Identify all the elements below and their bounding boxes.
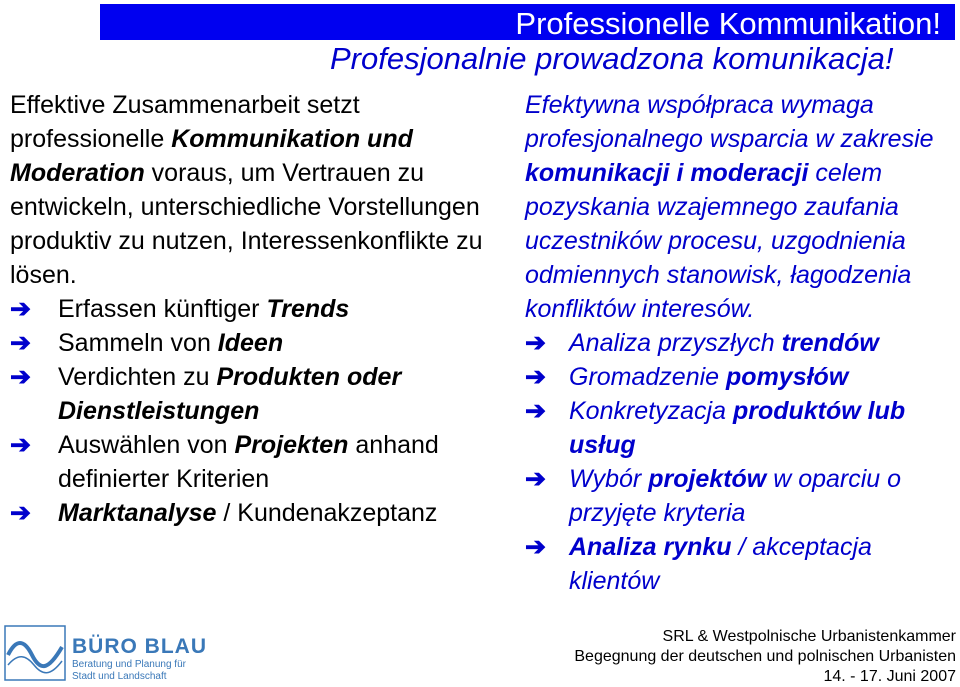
bullet-text-bold: produktów lub usług <box>569 397 906 459</box>
logo-name: BÜRO BLAU <box>72 635 207 658</box>
arrow-icon: ➔ <box>10 363 31 391</box>
german-intro <box>10 88 510 292</box>
intro-run-bold: Kommunikation und Moderation <box>10 125 413 187</box>
logo-subline <box>72 659 186 683</box>
title-german: Professionelle Kommunikation! <box>515 6 941 41</box>
arrow-icon: ➔ <box>10 499 31 527</box>
arrow-icon: ➔ <box>525 533 546 561</box>
arrow-icon: ➔ <box>525 329 546 357</box>
bullet-item <box>10 326 510 360</box>
bullet-text: Wybór <box>569 465 649 493</box>
arrow-icon: ➔ <box>525 397 546 425</box>
bullet-text-bold: Trends <box>266 295 350 323</box>
footer-line-2: Begegnung der deutschen und polnischen Urbanisten <box>574 648 956 665</box>
bullet-text-bold: Projekten <box>234 431 349 459</box>
bullet-text: / akceptacja klientów <box>569 533 872 595</box>
bullet-item <box>525 360 957 394</box>
bullet-text: Erfassen künftiger <box>58 295 267 323</box>
arrow-icon: ➔ <box>10 295 31 323</box>
bullet-text-bold: Marktanalyse <box>58 499 217 527</box>
polish-intro <box>525 88 957 326</box>
bullet-item <box>10 496 510 530</box>
bullet-text: Auswählen von <box>58 431 235 459</box>
bullet-item <box>10 292 510 326</box>
bullet-text-bold: projektów <box>648 465 767 493</box>
arrow-icon: ➔ <box>10 329 31 357</box>
bullet-text: Gromadzenie <box>569 363 727 391</box>
intro-run: Efektywna współpraca wymaga profesjonalnego wsparcia w zakresie <box>525 91 934 153</box>
bullet-item <box>525 530 957 598</box>
bullet-text-bold: Produkten oder Dienstleistungen <box>58 363 402 425</box>
bullet-text: Analiza przyszłych <box>569 329 782 357</box>
bullet-text-bold: Ideen <box>217 329 284 357</box>
bullet-item <box>10 360 510 428</box>
intro-run: celem pozyskania wzajemnego zaufania uczestników procesu, uzgodnienia odmiennych stanowisk, łagodzenia konfliktów interesów. <box>525 159 912 323</box>
bullet-text: anhand definierter Kriterien <box>58 431 439 493</box>
logo-subline-2: Stadt und Landschaft <box>72 671 167 682</box>
arrow-icon: ➔ <box>525 363 546 391</box>
bullet-text: w oparciu o przyjęte kryteria <box>569 465 902 527</box>
intro-run: professionelle <box>10 125 172 153</box>
intro-run-bold: komunikacji i moderacji <box>525 159 809 187</box>
footer-line-1: SRL & Westpolnische Urbanistenkammer <box>662 628 956 645</box>
logo-subline-1: Beratung und Planung für <box>72 659 186 670</box>
wave-logo-icon <box>4 625 66 681</box>
bullet-text-bold: pomysłów <box>726 363 849 391</box>
bullet-text: Verdichten zu <box>58 363 217 391</box>
bullet-text: / Kundenakzeptanz <box>216 499 438 527</box>
bullet-item <box>525 462 957 530</box>
arrow-icon: ➔ <box>10 431 31 459</box>
bullet-text-bold: trendów <box>781 329 879 357</box>
intro-run: voraus, um Vertrauen zu entwickeln, unterschiedliche Vorstellungen produktiv zu nutzen, Interessenkonflikte zu lösen. <box>10 159 483 289</box>
bullet-text: Konkretyzacja <box>569 397 733 425</box>
bullet-text: Sammeln von <box>58 329 218 357</box>
bullet-item <box>525 326 957 360</box>
bullet-text-bold: Analiza rynku <box>569 533 732 561</box>
footer <box>574 627 956 687</box>
footer-date: 14. - 17. Juni 2007 <box>823 668 956 685</box>
polish-column <box>525 88 957 598</box>
bullet-item <box>10 428 510 496</box>
german-column <box>10 88 510 530</box>
intro-run: Effektive Zusammenarbeit setzt <box>10 91 360 119</box>
title-polish: Profesjonalnie prowadzona komunikacja! <box>330 41 894 76</box>
title-bar <box>100 4 955 40</box>
bullet-item <box>525 394 957 462</box>
arrow-icon: ➔ <box>525 465 546 493</box>
